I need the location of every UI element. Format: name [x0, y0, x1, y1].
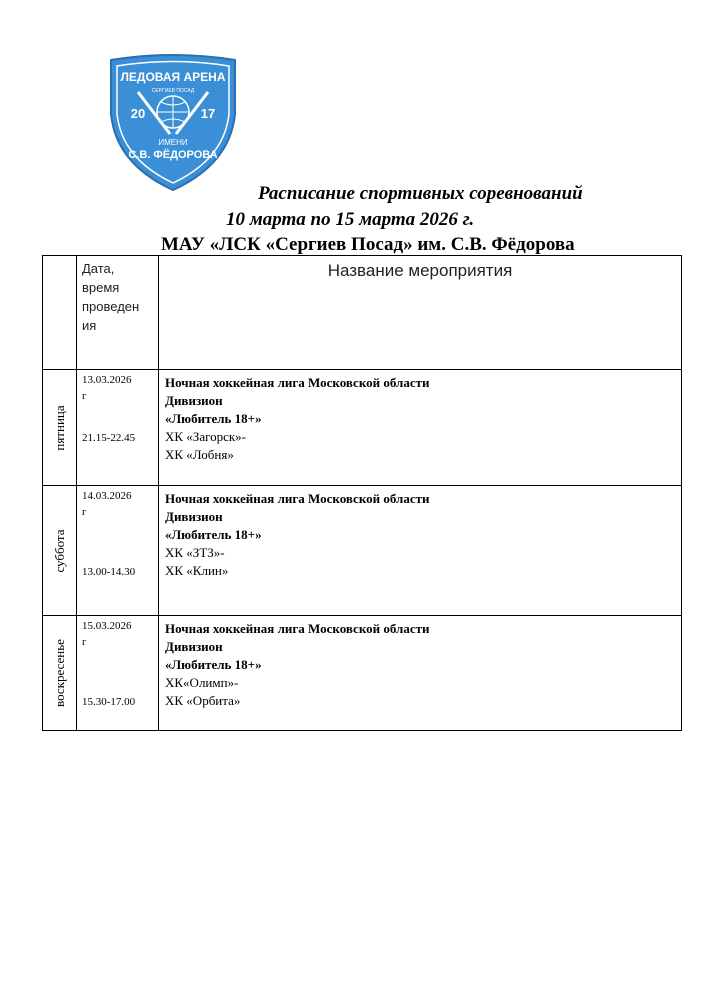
event-date — [82, 618, 132, 650]
day-label: воскресенье — [51, 639, 67, 707]
organization-name: МАУ «ЛСК «Сергиев Посад» им. С.В. Фёдорова — [161, 234, 575, 255]
date-suffix: г — [82, 506, 87, 518]
event-league: Ночная хоккейная лига Московской области — [165, 491, 430, 506]
event-time: 21.15-22.45 — [82, 432, 136, 444]
table-row — [43, 616, 682, 731]
table-row — [43, 370, 682, 486]
date-value: 14.03.2026 — [82, 490, 132, 502]
team-home: ХК «ЗТЗ»- — [165, 545, 225, 560]
date-cell — [77, 486, 159, 616]
logo-sub-text: СЕРГИЕВ ПОСАД — [151, 88, 195, 94]
event-cell — [159, 616, 682, 731]
event-level: «Любитель 18+» — [165, 527, 262, 542]
date-value: 15.03.2026 — [82, 620, 132, 632]
header-event-cell: Название мероприятия — [159, 256, 682, 370]
date-cell — [77, 616, 159, 731]
arena-logo — [108, 52, 238, 192]
day-label: суббота — [51, 528, 67, 573]
team-home: ХК «Загорск»- — [165, 429, 247, 444]
day-cell — [43, 616, 77, 731]
logo-year-right: 17 — [200, 106, 216, 121]
table-row — [43, 486, 682, 616]
schedule-table — [42, 255, 682, 731]
team-away: ХК «Клин» — [165, 563, 229, 578]
event-division: Дивизион — [165, 639, 223, 654]
event-division: Дивизион — [165, 509, 223, 524]
logo-name-line2: С.В. ФЁДОРОВА — [128, 149, 218, 161]
date-cell — [77, 370, 159, 486]
event-level: «Любитель 18+» — [165, 657, 262, 672]
header-date-line: Дата, — [82, 261, 115, 276]
team-away: ХК «Орбита» — [165, 693, 241, 708]
logo-top-text: ЛЕДОВАЯ АРЕНА — [120, 70, 226, 84]
header-date-line: ия — [82, 318, 97, 333]
event-date — [82, 372, 132, 404]
schedule-period: 10 марта по 15 марта 2026 г. — [226, 209, 475, 230]
day-label: пятница — [51, 404, 67, 451]
team-home: ХК«Олимп»- — [165, 675, 239, 690]
logo-name-line1: ИМЕНИ — [158, 138, 188, 147]
event-division: Дивизион — [165, 393, 223, 408]
event-date — [82, 488, 132, 520]
event-league: Ночная хоккейная лига Московской области — [165, 375, 430, 390]
event-cell — [159, 370, 682, 486]
header-date-line: время — [82, 280, 120, 295]
header-day-cell — [43, 256, 77, 370]
event-league: Ночная хоккейная лига Московской области — [165, 621, 430, 636]
event-time: 13.00-14.30 — [82, 566, 136, 578]
team-away: ХК «Лобня» — [165, 447, 234, 462]
date-suffix: г — [82, 636, 87, 648]
logo-year-left: 20 — [130, 106, 146, 121]
day-cell — [43, 370, 77, 486]
event-level: «Любитель 18+» — [165, 411, 262, 426]
event-time: 15.30-17.00 — [82, 696, 136, 708]
date-value: 13.03.2026 — [82, 374, 132, 386]
date-suffix: г — [82, 390, 87, 402]
header-date-line: проведен — [82, 299, 140, 314]
event-cell — [159, 486, 682, 616]
header-date-cell — [77, 256, 159, 370]
table-header-row — [43, 256, 682, 370]
day-cell — [43, 486, 77, 616]
schedule-title: Расписание спортивных соревнований — [258, 183, 583, 204]
